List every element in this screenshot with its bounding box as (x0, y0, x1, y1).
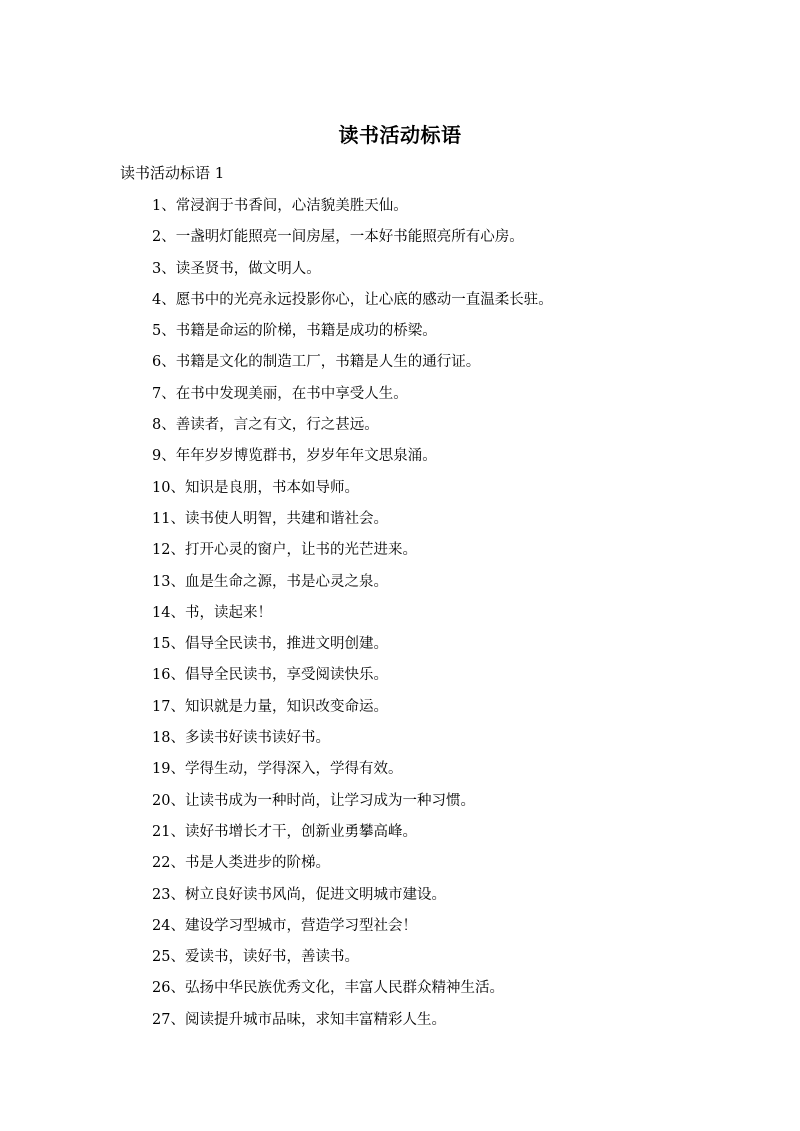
slogan-item: 27、阅读提升城市品味，求知丰富精彩人生。 (152, 1011, 446, 1028)
slogan-item: 26、弘扬中华民族优秀文化，丰富人民群众精神生活。 (152, 980, 504, 997)
slogan-item: 17、知识就是力量，知识改变命运。 (152, 698, 388, 715)
slogan-item: 16、倡导全民读书，享受阅读快乐。 (152, 667, 388, 684)
slogan-item: 18、多读书好读书读好书。 (152, 730, 330, 747)
slogan-item: 3、读圣贤书，做文明人。 (152, 260, 321, 277)
document-title: 读书活动标语 (338, 123, 462, 147)
slogan-item: 14、书，读起来！ (152, 604, 272, 621)
slogan-item: 10、知识是良朋，书本如导师。 (152, 479, 359, 496)
slogan-item: 15、倡导全民读书，推进文明创建。 (152, 636, 388, 653)
slogan-item: 24、建设学习型城市，营造学习型社会！ (152, 917, 417, 934)
slogan-item: 6、书籍是文化的制造工厂，书籍是人生的通行证。 (152, 354, 481, 371)
slogan-item: 11、读书使人明智，共建和谐社会。 (152, 510, 388, 527)
slogan-item: 2、一盏明灯能照亮一间房屋，一本好书能照亮所有心房。 (152, 229, 524, 246)
slogan-item: 21、读好书增长才干，创新业勇攀高峰。 (152, 823, 417, 840)
slogan-list (152, 194, 772, 1039)
slogan-item: 22、书是人类进步的阶梯。 (152, 855, 330, 872)
slogan-item: 12、打开心灵的窗户，让书的光芒进来。 (152, 542, 417, 559)
slogan-item: 5、书籍是命运的阶梯，书籍是成功的桥梁。 (152, 323, 437, 340)
slogan-item: 20、让读书成为一种时尚，让学习成为一种习惯。 (152, 792, 475, 809)
slogan-item: 8、善读者，言之有文，行之甚远。 (152, 417, 379, 434)
slogan-item: 7、在书中发现美丽，在书中享受人生。 (152, 385, 408, 402)
slogan-item: 25、爱读书，读好书，善读书。 (152, 949, 359, 966)
slogan-item: 19、学得生动，学得深入，学得有效。 (152, 761, 403, 778)
slogan-item: 23、树立良好读书风尚，促进文明城市建设。 (152, 886, 446, 903)
slogan-item: 4、愿书中的光亮永远投影你心，让心底的感动一直温柔长驻。 (152, 291, 553, 308)
slogan-item: 13、血是生命之源，书是心灵之泉。 (152, 573, 388, 590)
slogan-item: 1、常浸润于书香间，心洁貌美胜天仙。 (152, 198, 408, 214)
section-heading: 读书活动标语 1 (120, 164, 225, 182)
slogan-item: 9、年年岁岁博览群书，岁岁年年文思泉涌。 (152, 448, 437, 465)
